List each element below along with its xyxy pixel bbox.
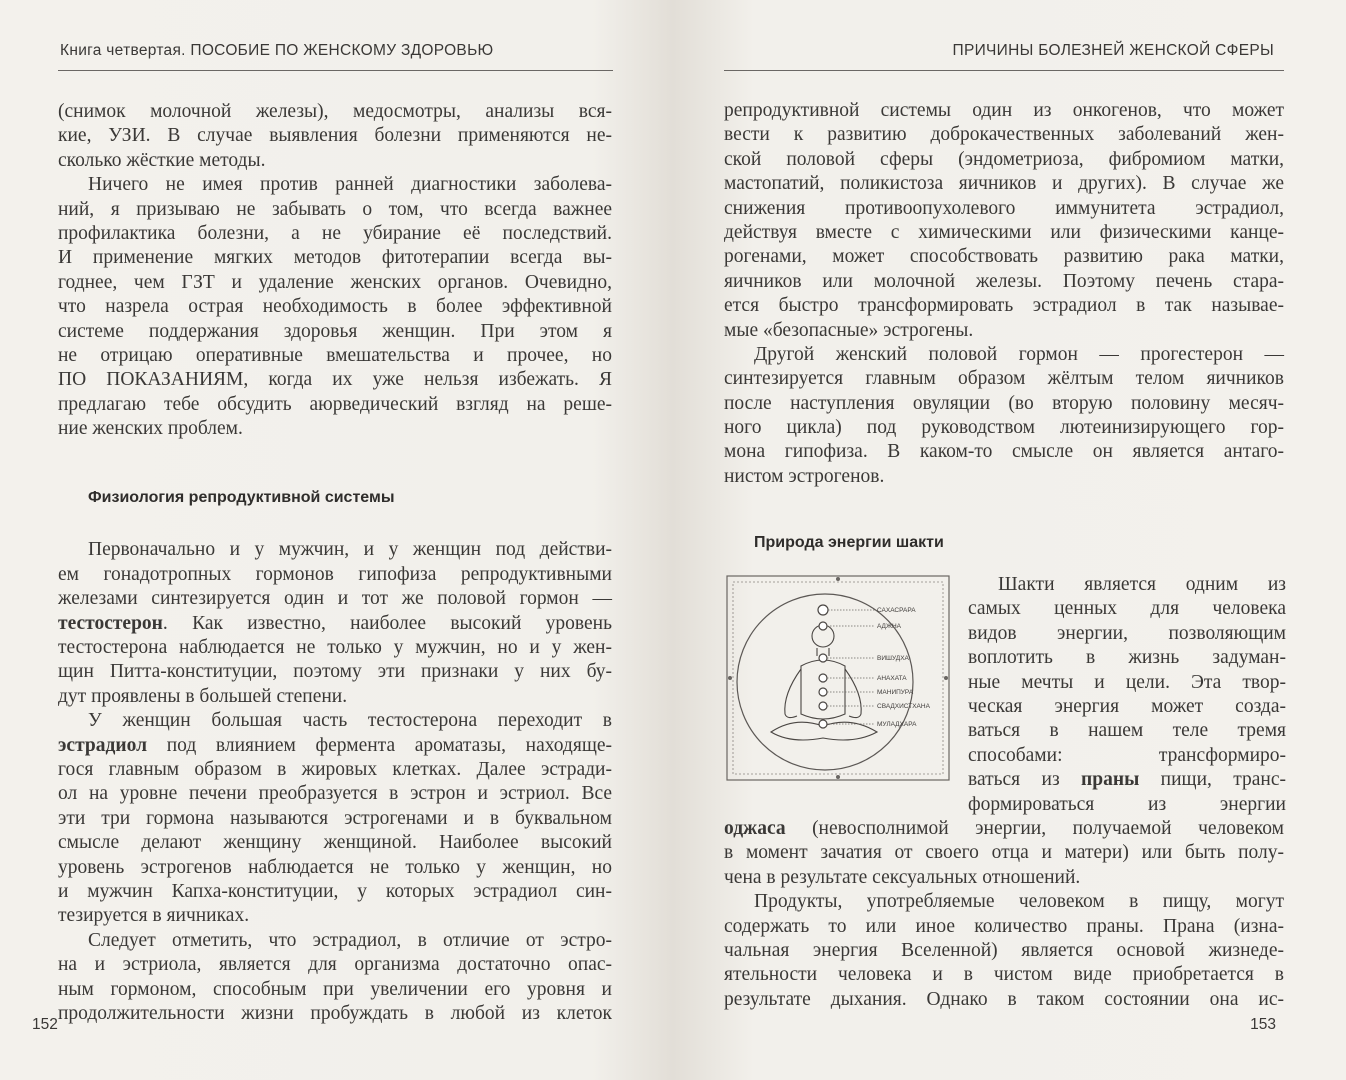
right-page (673, 0, 1346, 1080)
text-line: смысле делают женщину женщиной. Наиболее высокий (58, 832, 612, 854)
paragraph (58, 100, 612, 173)
text-line: железами синтезируется один и тот же половой гормон — (58, 588, 612, 610)
text-line: (снимок молочной железы), медосмотры, анализы вся- (58, 101, 612, 122)
text-line: чальная энергия Вселенной) является основой жизнеде- (724, 939, 1284, 961)
text-line: Другой женский половой гормон — прогестерон — (754, 343, 1284, 365)
text-line: содержать то или иное количество праны. Прана (изна- (724, 915, 1284, 937)
wrapped-text-column (968, 573, 1286, 817)
section-heading: Природа энергии шакти (754, 534, 944, 552)
text-line: репродуктивной системы один из онкогенов, что может (724, 100, 1284, 121)
text-line: нистом эстрогенов. (724, 465, 885, 487)
text-line: что назрела острая необходимость в более эффективной (58, 296, 612, 318)
text-line: ного цикла) под руководством лютеинизирующего гор- (724, 417, 1284, 439)
bold-term: праны (1081, 769, 1140, 791)
text-line: действуя вместе с химическими или физическими канце- (724, 221, 1284, 243)
text-line: Ничего не имея против ранней диагностики заболева- (88, 174, 612, 196)
text-line: мона гипофиза. В каком-то смысле он является антаго- (724, 441, 1284, 463)
text-line: воплотить в жизнь задуман- (968, 647, 1286, 669)
text-line: У женщин большая часть тестостерона переходит в (88, 710, 612, 732)
text-column (58, 100, 612, 1026)
text-line: сколько жёсткие методы. (58, 149, 266, 171)
text-line: чена в результате сексуальных отношений. (724, 866, 1081, 888)
text-line: самых ценных для человека (968, 598, 1286, 620)
text-line: тестостерон. Как известно, наиболее высокий уровень (58, 612, 612, 634)
text-line: в момент зачатия от своего отца и матери) или быть полу- (724, 842, 1284, 864)
text-line: синтезируется главным образом жёлтым телом яичников (724, 368, 1284, 390)
text-line: вести к развитию доброкачественных заболеваний жен- (724, 124, 1284, 146)
text-line: видов энергии, позволяющим (968, 622, 1286, 644)
paragraph (58, 538, 612, 709)
text-line: оджаса (невосполнимой энергии, получаемой человеком (724, 818, 1284, 839)
chakra-label: САХАСРАРА (877, 607, 916, 614)
text-line: ваться из праны пищи, транс- (968, 769, 1286, 791)
bold-term: оджаса (724, 818, 786, 839)
text-line: яичников или молочной железы. Поэтому печень стара- (724, 270, 1284, 292)
text-line: профилактика болезни, а не убирание её последствий. (58, 222, 612, 244)
text-line: Продукты, употребляемые человеком в пищу, могут (754, 891, 1284, 913)
text-line: И применение мягких методов фитотерапии всегда вы- (58, 247, 612, 269)
section-heading: Физиология репродуктивной системы (88, 489, 395, 507)
paragraph (724, 343, 1284, 489)
paragraph (724, 99, 1284, 343)
bold-term: тестостерон (58, 612, 163, 634)
text-line: ется быстро трансформировать эстрадиол в так называе- (724, 295, 1284, 317)
text-line: предлагаю тебе обсудить аюрведический взгляд на реше- (58, 393, 612, 415)
text-line: на и эстриола, является для организма достаточно опас- (58, 954, 612, 976)
text-line: тестостерона наблюдается не только у мужчин, но и у жен- (58, 637, 612, 659)
page-number: 152 (32, 1016, 58, 1033)
text-line: ваться в нашем теле тремя (968, 720, 1286, 742)
page-number: 153 (1250, 1016, 1276, 1033)
text-line: мастопатий, поликистоза яичников и других). В случае же (724, 173, 1284, 195)
text-line: системе поддержания здоровья женщин. При этом я (58, 320, 612, 342)
text-line: ПО ПОКАЗАНИЯМ, когда их уже нельзя избежать. Я (58, 369, 612, 391)
text-line: Первоначально и у мужчин, и у женщин под действи- (88, 539, 612, 561)
chakra-illustration (725, 574, 951, 782)
running-header: Книга четвертая. ПОСОБИЕ ПО ЖЕНСКОМУ ЗДОРОВЬЮ (60, 42, 494, 59)
text-line: ным гормоном, способным при увеличении его уровня и (58, 978, 612, 1000)
text-line: кие, УЗИ. В случае выявления болезни применяются не- (58, 125, 612, 147)
text-line: ные мечты и цели. Эта твор- (968, 671, 1286, 693)
text-line: Следует отметить, что эстрадиол, в отличие от эстро- (88, 929, 612, 951)
text-line: щин Питта-конституции, поэтому эти признаки у них бу- (58, 661, 612, 683)
text-line: мые «безопасные» эстрогены. (724, 319, 974, 341)
text-line: формироваться из энергии (968, 793, 1286, 815)
chakra-meditation-image (725, 574, 951, 782)
text-line: гося главным образом в жировых клетках. Далее эстради- (58, 758, 612, 780)
paragraph (58, 173, 612, 441)
bold-term: эстрадиол (58, 734, 148, 756)
text-column (724, 99, 1284, 552)
text-line: ческая энергия может созда- (968, 695, 1286, 717)
text-line: продолжительности жизни пробуждать в любой из клеток (58, 1002, 612, 1024)
chakra-label: СВАДХИСТХАНА (877, 703, 930, 710)
text-line: эти три гормона называются эстрогенами и в буквальном (58, 807, 612, 829)
text-line: ние женских проблем. (58, 418, 243, 440)
text-line: эстрадиол под влиянием фермента ароматазы, находяще- (58, 734, 612, 756)
text-line: способами: трансформиро- (968, 744, 1286, 766)
text-line: и мужчин Капха-конституции, у которых эстрадиол син- (58, 880, 612, 902)
text-line: ний, я призываю не забывать о том, что всегда важнее (58, 198, 612, 220)
text-line: результате дыхания. Однако в таком состоянии она ис- (724, 988, 1284, 1010)
text-line: годнее, чем ГЗТ и удаление женских органов. Очевидно, (58, 271, 612, 293)
header-rule (724, 70, 1284, 71)
text-line: снижения противоопухолевого иммунитета эстрадиол, (724, 197, 1284, 219)
chakra-label: АНАХАТА (877, 675, 907, 682)
text-line: ятельности человека и в чистом виде приобретается в (724, 964, 1284, 986)
text-line: не отрицаю оперативные вмешательства и прочее, но (58, 344, 612, 366)
text-line: тезируется в яичниках. (58, 905, 250, 927)
text-line: ской половой сферы (эндометриоза, фибромиом матки, (724, 148, 1284, 170)
text-line: Шакти является одним из (998, 574, 1286, 595)
chakra-label: ВИШУДХА (877, 655, 909, 662)
text-line: уровень эстрогенов наблюдается не только у женщин, но (58, 856, 612, 878)
paragraph (724, 890, 1284, 1012)
text-line: после наступления овуляции (во вторую половину месяч- (724, 392, 1284, 414)
text-line: рогенами, может способствовать развитию рака матки, (724, 246, 1284, 268)
chakra-label: МАНИПУРА (877, 689, 914, 696)
text-line: дут проявлены в большей степени. (58, 685, 348, 707)
text-line: ем гонадотропных гормонов гипофиза репродуктивными (58, 563, 612, 585)
paragraph (58, 709, 612, 929)
header-rule (58, 70, 613, 71)
text-column-lower (724, 817, 1284, 1012)
text-line: ол на уровне печени преобразуется в эстрон и эстриол. Все (58, 783, 612, 805)
running-header: ПРИЧИНЫ БОЛЕЗНЕЙ ЖЕНСКОЙ СФЕРЫ (952, 42, 1274, 59)
paragraph (724, 817, 1284, 890)
chakra-label: МУЛАДХАРА (877, 721, 917, 728)
paragraph (58, 929, 612, 1027)
chakra-label: АДЖНА (877, 623, 901, 630)
